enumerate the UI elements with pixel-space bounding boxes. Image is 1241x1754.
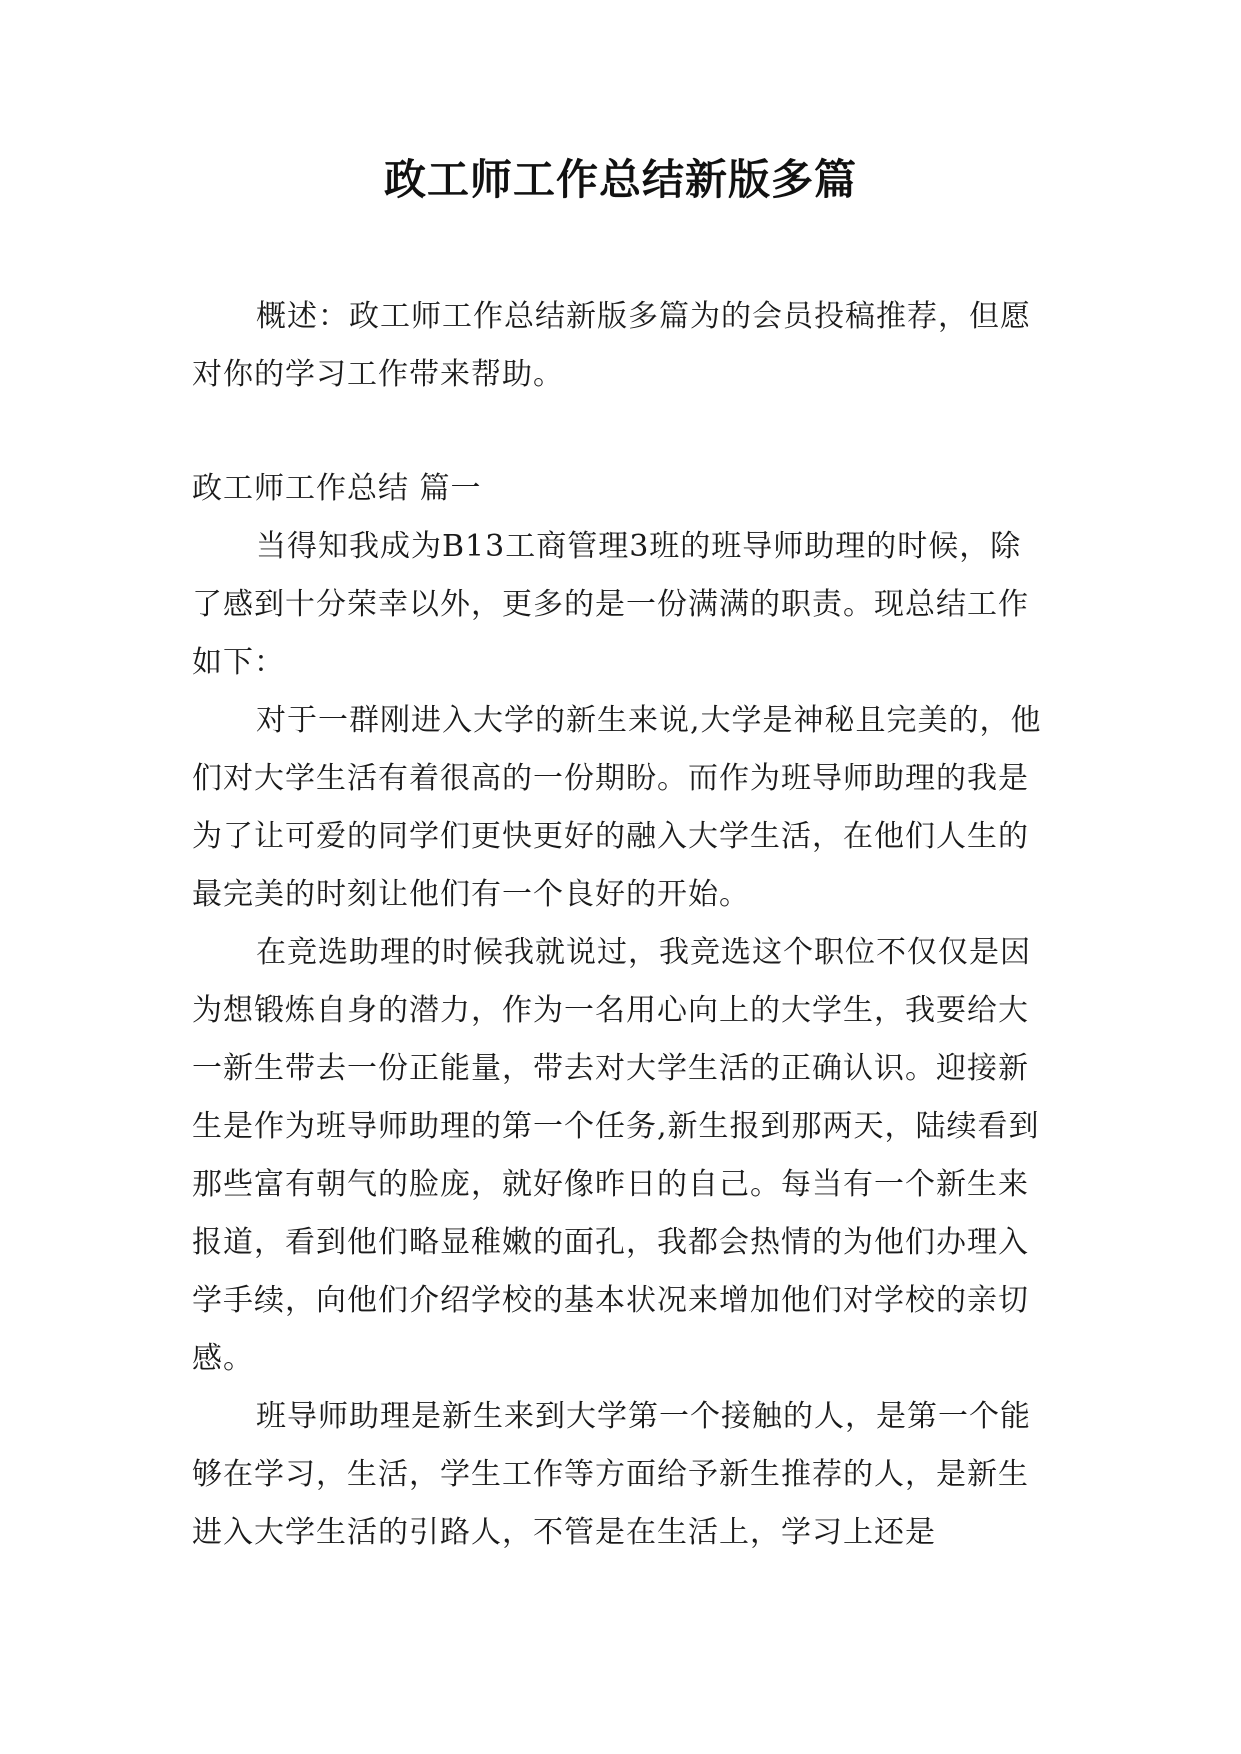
body-paragraph: 对于一群刚进入大学的新生来说,大学是神秘且完美的，他们对大学生活有着很高的一份期盼。而作为班导师助理的我是为了让可爱的同学们更快更好的融入大学生活，在他们人生的最完美的时刻让他们有一个良好的开始。: [192, 703, 1042, 912]
summary-paragraph: 概述：政工师工作总结新版多篇为的会员投稿推荐，但愿对你的学习工作带来帮助。: [192, 299, 1031, 392]
document-title: 政工师工作总结新版多篇: [383, 155, 857, 204]
body-paragraph: 在竞选助理的时候我就说过，我竞选这个职位不仅仅是因为想锻炼自身的潜力，作为一名用心向上的大学生，我要给大一新生带去一份正能量，带去对大学生活的正确认识。迎接新生是作为班导师助理的第一个任务,新生报到那两天，陆续看到那些富有朝气的脸庞，就好像昨日的自己。每当有一个新生来报道，看到他们略显稚嫩的面孔，我都会热情的为他们办理入学手续，向他们介绍学校的基本状况来增加他们对学校的亲切感。: [192, 935, 1040, 1376]
section-block: [192, 460, 1052, 1562]
body-paragraph: 班导师助理是新生来到大学第一个接触的人，是第一个能够在学习，生活，学生工作等方面给予新生推荐的人，是新生进入大学生活的引路人，不管是在生活上，学习上还是: [192, 1399, 1031, 1550]
summary-block: [192, 288, 1052, 404]
body-paragraph: 当得知我成为B13工商管理3班的班导师助理的时候，除了感到十分荣幸以外，更多的是一份满满的职责。现总结工作如下：: [192, 529, 1029, 680]
section-heading: 政工师工作总结 篇一: [192, 471, 482, 506]
